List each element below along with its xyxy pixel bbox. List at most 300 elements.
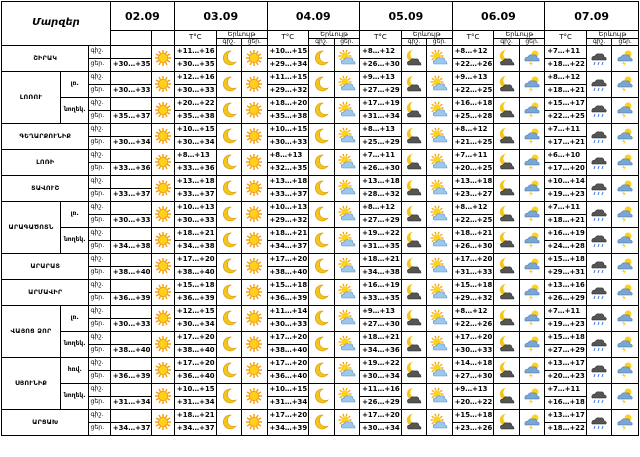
temp-value: +34…+38 <box>360 266 402 279</box>
moon-icon <box>309 149 334 175</box>
temp-value: +30…+34 <box>110 136 151 149</box>
region-name: ՇԻՐԱԿ <box>2 45 89 71</box>
temp-value <box>110 45 151 58</box>
day-label: ցեր. <box>89 240 110 253</box>
moon-icon <box>309 383 334 409</box>
moon-cloud-icon <box>494 409 519 435</box>
sun-icon <box>242 305 267 331</box>
sun-cloud-icon <box>334 305 359 331</box>
moon-icon <box>309 71 334 97</box>
moon-icon <box>216 175 241 201</box>
temp-value: +29…+32 <box>452 292 494 305</box>
temp-value: +30…+33 <box>267 136 309 149</box>
temp-value: +8…+12 <box>452 201 494 214</box>
moon-cloud-icon <box>401 357 426 383</box>
temp-value: +18…+21 <box>360 331 402 344</box>
moon-icon <box>216 123 241 149</box>
temp-value: +9…+13 <box>360 305 402 318</box>
temp-value: +25…+28 <box>452 110 494 123</box>
temp-value: +22…+25 <box>452 84 494 97</box>
sun-cloud-icon <box>427 71 452 97</box>
blank-header <box>151 31 174 46</box>
sun-cloud-icon <box>427 253 452 279</box>
night-label: գիշ. <box>89 123 110 136</box>
sun-cloud-icon <box>334 71 359 97</box>
temp-value: +36…+40 <box>267 370 309 383</box>
temp-value: +30…+35 <box>174 58 216 71</box>
temp-value: +10…+15 <box>267 383 309 396</box>
temp-value: +13…+18 <box>452 175 494 188</box>
sun-storm-icon <box>612 45 639 71</box>
sun-storm-icon <box>519 97 544 123</box>
day-label: ցեր. <box>89 422 110 435</box>
temp-value: +34…+38 <box>174 240 216 253</box>
temp-value: +9…+13 <box>452 383 494 396</box>
temp-value: +17…+20 <box>452 331 494 344</box>
sun-storm-icon <box>519 279 544 305</box>
temp-value: +30…+35 <box>110 58 151 71</box>
temp-value: +33…+37 <box>174 188 216 201</box>
moon-cloud-icon <box>401 331 426 357</box>
moon-icon <box>216 97 241 123</box>
temp-value: +8…+12 <box>545 71 587 84</box>
moon-icon <box>309 357 334 383</box>
moon-icon <box>216 45 241 71</box>
moon-icon <box>216 201 241 227</box>
cloud-rain-icon <box>586 175 611 201</box>
temp-value: +31…+34 <box>267 396 309 409</box>
sun-icon <box>242 409 267 435</box>
sun-cloud-icon <box>427 175 452 201</box>
temp-value: +30…+33 <box>110 84 151 97</box>
temp-value: +35…+37 <box>110 110 151 123</box>
day-subheader: ցեր. <box>242 38 267 45</box>
temp-value: +10…+15 <box>174 123 216 136</box>
sun-icon <box>242 123 267 149</box>
temp-value: +18…+21 <box>174 227 216 240</box>
moon-icon <box>309 45 334 71</box>
temp-value: +27…+29 <box>545 344 587 357</box>
day-subheader: ցեր. <box>427 38 452 45</box>
temp-value: +36…+39 <box>267 292 309 305</box>
night-subheader: գիշ. <box>494 38 519 45</box>
temp-value: +20…+22 <box>174 97 216 110</box>
day-label: ցեր. <box>89 370 110 383</box>
moon-icon <box>309 279 334 305</box>
zone-name: նողեկ. <box>61 383 89 409</box>
temp-value: +18…+22 <box>545 58 587 71</box>
sun-icon <box>151 175 174 201</box>
temp-value: +20…+25 <box>452 162 494 175</box>
sun-storm-icon <box>519 253 544 279</box>
temp-value <box>110 149 151 162</box>
sun-cloud-icon <box>334 149 359 175</box>
temp-value: +7…+11 <box>545 123 587 136</box>
cloud-rain-icon <box>586 227 611 253</box>
temp-value <box>110 175 151 188</box>
temp-value: +8…+12 <box>452 45 494 58</box>
temp-value: +33…+37 <box>110 188 151 201</box>
night-label: գիշ. <box>89 279 110 292</box>
temp-value: +17…+20 <box>267 357 309 370</box>
night-label: գիշ. <box>89 97 110 110</box>
temp-value: +38…+40 <box>267 266 309 279</box>
temp-value: +31…+33 <box>452 266 494 279</box>
precip-header: Երևույթ <box>309 31 360 39</box>
moon-icon <box>216 279 241 305</box>
sun-cloud-icon <box>334 331 359 357</box>
temp-value <box>110 383 151 396</box>
cloud-rain-icon <box>586 45 611 71</box>
temp-value: +30…+34 <box>360 422 402 435</box>
temp-value: +18…+21 <box>174 409 216 422</box>
temp-value: +38…+40 <box>110 344 151 357</box>
temp-value: +30…+34 <box>360 370 402 383</box>
moon-cloud-icon <box>494 253 519 279</box>
sun-icon <box>242 149 267 175</box>
sun-cloud-icon <box>334 383 359 409</box>
day-label: ցեր. <box>89 318 110 331</box>
sun-icon <box>242 175 267 201</box>
temp-value: +18…+21 <box>452 227 494 240</box>
day-label: ցեր. <box>89 396 110 409</box>
temp-value: +8…+13 <box>360 123 402 136</box>
region-name: ԼՈՌՈՒ <box>2 71 61 123</box>
temp-value: +34…+37 <box>267 240 309 253</box>
region-name: ԼՈՌԻ <box>2 149 89 175</box>
zone-name: լռ. <box>61 201 89 227</box>
temp-value: +15…+18 <box>267 279 309 292</box>
sun-icon <box>151 71 174 97</box>
night-label: գիշ. <box>89 227 110 240</box>
temp-value: +8…+13 <box>267 149 309 162</box>
sun-cloud-icon <box>427 97 452 123</box>
sun-storm-icon <box>612 201 639 227</box>
temp-value: +32…+35 <box>267 162 309 175</box>
moon-cloud-icon <box>494 123 519 149</box>
cloud-rain-icon <box>586 383 611 409</box>
temp-value: +29…+34 <box>267 58 309 71</box>
temp-value: +13…+18 <box>174 175 216 188</box>
temp-value: +17…+20 <box>267 331 309 344</box>
moon-icon <box>309 201 334 227</box>
temp-value: +8…+13 <box>174 149 216 162</box>
cloud-rain-icon <box>586 97 611 123</box>
sun-cloud-icon <box>334 201 359 227</box>
temp-value: +17…+21 <box>545 136 587 149</box>
region-name: ՏԱՎՈՒՇ <box>2 175 89 201</box>
moon-cloud-icon <box>401 305 426 331</box>
sun-storm-icon <box>519 149 544 175</box>
cloud-rain-icon <box>586 201 611 227</box>
temp-value: +17…+19 <box>360 97 402 110</box>
temp-value: +17…+20 <box>174 253 216 266</box>
temp-value: +17…+20 <box>174 357 216 370</box>
night-subheader: գիշ. <box>586 38 611 45</box>
temp-value: +7…+11 <box>545 45 587 58</box>
region-name: ՍՅՈՒՆԻՔ <box>2 357 61 409</box>
sun-icon <box>151 253 174 279</box>
temp-value: +15…+17 <box>545 97 587 110</box>
night-subheader: գիշ. <box>216 38 241 45</box>
sun-storm-icon <box>519 227 544 253</box>
temp-value: +20…+23 <box>545 370 587 383</box>
temp-value: +7…+11 <box>360 149 402 162</box>
temp-value: +21…+25 <box>452 136 494 149</box>
cloud-rain-icon <box>586 305 611 331</box>
cloud-rain-icon <box>586 253 611 279</box>
night-label: գիշ. <box>89 45 110 58</box>
temp-value: +23…+27 <box>452 188 494 201</box>
cloud-rain-icon <box>586 357 611 383</box>
temp-value <box>110 227 151 240</box>
region-name: ԱՐԱՐԱՏ <box>2 253 89 279</box>
moon-cloud-icon <box>494 227 519 253</box>
moon-cloud-icon <box>401 227 426 253</box>
temp-value: +17…+20 <box>267 409 309 422</box>
temp-value: +33…+36 <box>174 162 216 175</box>
temp-value <box>110 97 151 110</box>
night-label: գիշ. <box>89 357 110 370</box>
temp-value: +36…+39 <box>110 370 151 383</box>
temp-value: +16…+19 <box>545 227 587 240</box>
sun-icon <box>242 253 267 279</box>
temp-value: +36…+40 <box>174 370 216 383</box>
sun-icon <box>151 123 174 149</box>
temp-value: +9…+13 <box>452 71 494 84</box>
sun-cloud-icon <box>334 45 359 71</box>
temp-value: +38…+40 <box>267 344 309 357</box>
sun-storm-icon <box>612 253 639 279</box>
zone-name: նողեկ. <box>61 331 89 357</box>
sun-cloud-icon <box>427 201 452 227</box>
temp-value: +15…+18 <box>545 331 587 344</box>
day-label: ցեր. <box>89 58 110 71</box>
temp-value: +35…+38 <box>267 110 309 123</box>
temp-value: +14…+18 <box>452 357 494 370</box>
sun-storm-icon <box>612 409 639 435</box>
moon-icon <box>216 149 241 175</box>
temp-value <box>110 71 151 84</box>
day-label: ցեր. <box>89 292 110 305</box>
temp-value: +10…+13 <box>174 201 216 214</box>
moon-cloud-icon <box>401 253 426 279</box>
sun-icon <box>151 331 174 357</box>
temp-value: +17…+20 <box>545 162 587 175</box>
temp-value: +38…+40 <box>174 266 216 279</box>
moon-cloud-icon <box>401 97 426 123</box>
moon-icon <box>309 175 334 201</box>
temp-value: +22…+26 <box>452 318 494 331</box>
sun-storm-icon <box>612 97 639 123</box>
date-header: 07.09 <box>545 2 639 31</box>
temp-value: +38…+40 <box>174 344 216 357</box>
sun-storm-icon <box>612 175 639 201</box>
date-header: 03.09 <box>174 2 267 31</box>
day-label: ցեր. <box>89 266 110 279</box>
sun-icon <box>151 279 174 305</box>
precip-header: Երևույթ <box>216 31 267 39</box>
region-name: ԳԵՂԱՐՔՈՒՆԻՔ <box>2 123 89 149</box>
temp-value: +15…+18 <box>452 279 494 292</box>
sun-storm-icon <box>519 331 544 357</box>
sun-cloud-icon <box>427 227 452 253</box>
temp-value: +8…+12 <box>360 201 402 214</box>
temp-value: +9…+13 <box>360 71 402 84</box>
moon-cloud-icon <box>494 305 519 331</box>
date-header: 04.09 <box>267 2 360 31</box>
night-label: գիշ. <box>89 175 110 188</box>
sun-icon <box>151 383 174 409</box>
moon-icon <box>216 227 241 253</box>
temp-value: +11…+14 <box>267 305 309 318</box>
cloud-rain-icon <box>586 409 611 435</box>
sun-icon <box>242 383 267 409</box>
sun-icon <box>242 45 267 71</box>
moon-icon <box>309 97 334 123</box>
sun-cloud-icon <box>427 149 452 175</box>
moon-cloud-icon <box>494 71 519 97</box>
sun-icon <box>151 227 174 253</box>
moon-icon <box>309 305 334 331</box>
sun-cloud-icon <box>334 123 359 149</box>
region-name: ԱՐՑԱԽ <box>2 409 89 435</box>
day-subheader: ցեր. <box>334 38 359 45</box>
sun-cloud-icon <box>427 279 452 305</box>
night-label: գիշ. <box>89 331 110 344</box>
temp-value: +30…+33 <box>174 214 216 227</box>
sun-storm-icon <box>612 305 639 331</box>
moon-icon <box>216 357 241 383</box>
temp-value: +18…+21 <box>360 253 402 266</box>
temp-value <box>110 331 151 344</box>
cloud-rain-icon <box>586 71 611 97</box>
moon-cloud-icon <box>494 149 519 175</box>
day-subheader: ցեր. <box>519 38 544 45</box>
temp-value: +34…+36 <box>360 344 402 357</box>
temp-value: +18…+21 <box>545 214 587 227</box>
temp-value: +12…+16 <box>174 71 216 84</box>
temp-value: +10…+14 <box>545 175 587 188</box>
moon-cloud-icon <box>401 149 426 175</box>
moon-icon <box>216 383 241 409</box>
temp-value: +22…+25 <box>545 110 587 123</box>
sun-storm-icon <box>519 305 544 331</box>
sun-icon <box>242 331 267 357</box>
temp-value: +19…+22 <box>360 227 402 240</box>
temp-value: +17…+20 <box>452 253 494 266</box>
temp-value <box>110 201 151 214</box>
sun-storm-icon <box>519 71 544 97</box>
temp-value: +17…+20 <box>174 331 216 344</box>
temp-value: +18…+22 <box>545 422 587 435</box>
weather-forecast-table <box>1 1 639 436</box>
moon-icon <box>309 331 334 357</box>
moon-icon <box>309 123 334 149</box>
moon-cloud-icon <box>401 383 426 409</box>
temp-value: +30…+33 <box>110 318 151 331</box>
moon-icon <box>216 331 241 357</box>
temp-value: +34…+39 <box>267 422 309 435</box>
moon-cloud-icon <box>494 97 519 123</box>
temp-value: +11…+16 <box>360 383 402 396</box>
precip-header: Երևույթ <box>401 31 452 39</box>
temp-value: +19…+22 <box>360 357 402 370</box>
day-label: ցեր. <box>89 214 110 227</box>
moon-cloud-icon <box>494 175 519 201</box>
sun-storm-icon <box>612 71 639 97</box>
temp-value: +8…+12 <box>360 45 402 58</box>
temp-value: +30…+34 <box>174 136 216 149</box>
temp-value: +20…+22 <box>452 396 494 409</box>
zone-name: նողեկ. <box>61 97 89 123</box>
moon-cloud-icon <box>494 357 519 383</box>
cloud-rain-icon <box>586 123 611 149</box>
temp-value: +27…+30 <box>360 318 402 331</box>
moon-icon <box>216 253 241 279</box>
moon-cloud-icon <box>401 71 426 97</box>
day-label: ցեր. <box>89 344 110 357</box>
temp-value: +13…+17 <box>545 357 587 370</box>
temp-value: +36…+39 <box>174 292 216 305</box>
temp-value: +28…+32 <box>360 188 402 201</box>
zone-name: նողեկ. <box>61 227 89 253</box>
temp-header: T°C <box>360 31 402 46</box>
sun-storm-icon <box>519 357 544 383</box>
temp-value: +31…+34 <box>110 396 151 409</box>
temp-header: T°C <box>545 31 587 46</box>
sun-storm-icon <box>612 383 639 409</box>
sun-icon <box>151 357 174 383</box>
day-label: ցեր. <box>89 110 110 123</box>
night-label: գիշ. <box>89 383 110 396</box>
sun-storm-icon <box>519 45 544 71</box>
night-label: գիշ. <box>89 201 110 214</box>
night-subheader: գիշ. <box>401 38 426 45</box>
region-name: ԱՐՄԱՎԻՐ <box>2 279 89 305</box>
moon-icon <box>216 71 241 97</box>
sun-cloud-icon <box>334 97 359 123</box>
night-label: գիշ. <box>89 305 110 318</box>
sun-icon <box>151 97 174 123</box>
region-name: ՎԱՅՈՑ ՁՈՐ <box>2 305 61 357</box>
moon-icon <box>216 305 241 331</box>
temp-value: +26…+30 <box>360 162 402 175</box>
sun-icon <box>151 305 174 331</box>
temp-value: +35…+38 <box>174 110 216 123</box>
day-label: ցեր. <box>89 84 110 97</box>
temp-value: +26…+30 <box>360 58 402 71</box>
precip-header: Երևույթ <box>494 31 545 39</box>
temp-value: +38…+40 <box>110 266 151 279</box>
temp-value: +18…+21 <box>267 227 309 240</box>
temp-value: +16…+18 <box>452 97 494 110</box>
sun-icon <box>242 227 267 253</box>
sun-cloud-icon <box>427 45 452 71</box>
temp-value: +13…+17 <box>545 409 587 422</box>
temp-value: +18…+21 <box>545 84 587 97</box>
sun-icon <box>242 97 267 123</box>
temp-value: +17…+20 <box>267 253 309 266</box>
temp-value: +36…+39 <box>110 292 151 305</box>
date-header: 02.09 <box>110 2 174 31</box>
moon-cloud-icon <box>401 201 426 227</box>
temp-value <box>110 357 151 370</box>
temp-value: +31…+35 <box>360 240 402 253</box>
night-label: գիշ. <box>89 409 110 422</box>
temp-value: +16…+19 <box>360 279 402 292</box>
temp-value: +27…+29 <box>360 84 402 97</box>
